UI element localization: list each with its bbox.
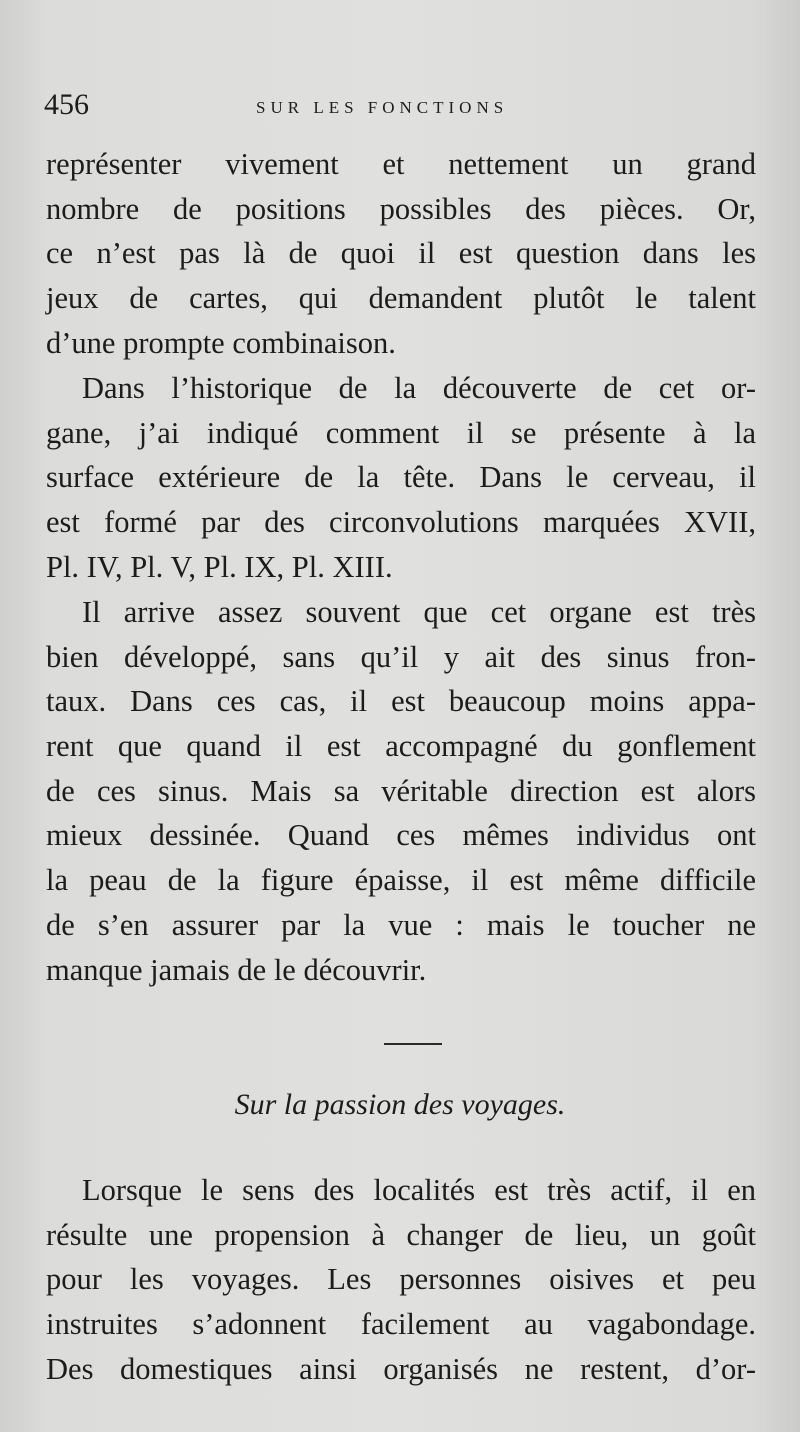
text-line: Pl. IV, Pl. V, Pl. IX, Pl. XIII. bbox=[46, 549, 393, 584]
text-line: Des domestiques ainsi organisés ne restent, d’or- bbox=[46, 1351, 756, 1386]
text-line: mieux dessinée. Quand ces mêmes individus ont bbox=[46, 818, 756, 853]
paragraph-2 bbox=[46, 366, 756, 589]
text-line: bien développé, sans qu’il y ait des sinus fron- bbox=[46, 639, 756, 674]
section-title: Sur la passion des voyages. bbox=[234, 1088, 566, 1121]
text-line: nombre de positions possibles des pièces. Or, bbox=[46, 191, 756, 226]
text-line: d’une prompte combinaison. bbox=[46, 325, 396, 360]
text-line: instruites s’adonnent facilement au vagabondage. bbox=[46, 1307, 756, 1342]
text-line: surface extérieure de la tête. Dans le cerveau, il bbox=[46, 460, 756, 495]
paragraph-1 bbox=[46, 142, 756, 365]
text-line: Dans l’historique de la découverte de cet or- bbox=[82, 371, 756, 405]
text-line: gane, j’ai indiqué comment il se présente à la bbox=[46, 415, 756, 450]
text-line: rent que quand il est accompagné du gonflement bbox=[46, 729, 756, 764]
text-line: Lorsque le sens des localités est très actif, il en bbox=[82, 1173, 756, 1207]
text-line: est formé par des circonvolutions marquées XVII, bbox=[46, 505, 756, 540]
text-line: manque jamais de le découvrir. bbox=[46, 952, 427, 987]
paragraph-3 bbox=[46, 590, 756, 992]
text-line: taux. Dans ces cas, il est beaucoup moins appa- bbox=[46, 684, 756, 719]
running-head: SUR LES FONCTIONS bbox=[256, 98, 509, 117]
text-line: de s’en assurer par la vue : mais le toucher ne bbox=[46, 907, 756, 942]
text-line: la peau de la figure épaisse, il est même difficile bbox=[46, 863, 756, 898]
text-line: jeux de cartes, qui demandent plutôt le talent bbox=[46, 281, 756, 316]
text-line: ce n’est pas là de quoi il est question dans les bbox=[46, 236, 756, 271]
text-line: représenter vivement et nettement un grand bbox=[46, 147, 756, 181]
text-line: pour les voyages. Les personnes oisives et peu bbox=[46, 1262, 756, 1297]
text-line: résulte une propension à changer de lieu, un goût bbox=[46, 1217, 756, 1252]
section-divider bbox=[384, 1043, 442, 1045]
page-number: 456 bbox=[44, 88, 89, 121]
paragraph-4 bbox=[46, 1168, 756, 1391]
text-line: de ces sinus. Mais sa véritable direction est alors bbox=[46, 773, 756, 808]
page-header bbox=[44, 88, 764, 128]
text-line: Il arrive assez souvent que cet organe est très bbox=[82, 595, 756, 629]
